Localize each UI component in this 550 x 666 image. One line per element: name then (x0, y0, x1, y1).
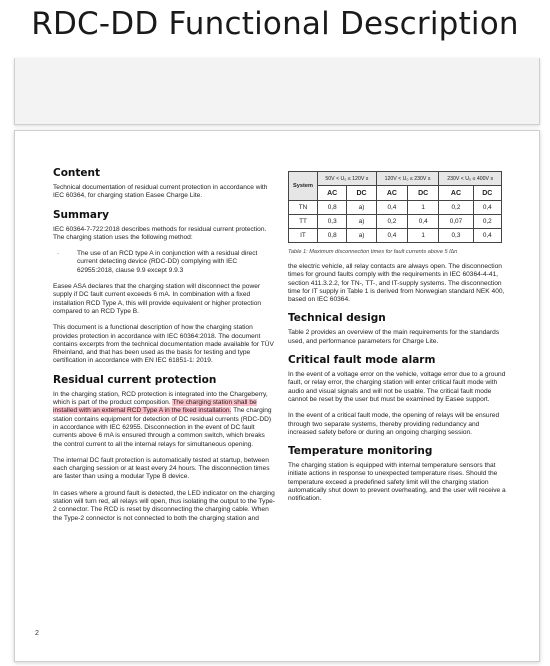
table-cell: 1 (408, 229, 439, 243)
technical-design-heading: Technical design (288, 312, 386, 325)
method-bullet (53, 250, 275, 275)
critical-fault-heading: Critical fault mode alarm (288, 354, 436, 367)
page-number: 2 (35, 630, 39, 637)
table-row (289, 201, 502, 215)
temperature-paragraph: The charging station is equipped with internal temperature sensors that initiate actions in response to unexpected temperature rises. Should the temperature exceed a predefined safety limit will the charging station automatically shut down to prevent overheating, and the user will receive a notification. (288, 462, 506, 503)
rcp-text-before: In the charging station, RCD protection is integrated into the Chargeberry, which is part of the product composition. (53, 390, 268, 407)
table-cell: 0,8 (318, 229, 347, 243)
table-header-cell: System (289, 172, 318, 201)
summary-paragraph: IEC 60364-7-722:2018 describes methods for residual current protection. The charging station uses the following method: (53, 225, 267, 241)
technical-design-paragraph: Table 2 provides an overview of the main requirements for the standards used, and performance parameters for Charge Lite. (288, 329, 500, 345)
table-header-cell: 50V < U₀ ≤ 120V s (318, 172, 377, 186)
table-subheader-cell: DC (408, 186, 439, 201)
table-subheader-cell: AC (439, 186, 473, 201)
table-cell: TT (289, 215, 318, 229)
disconnection-times-table (288, 171, 502, 243)
table-header-row (289, 172, 502, 186)
table-cell: 0,4 (376, 201, 407, 215)
critical-fault-paragraph-1: In the event of a voltage error on the vehicle, voltage error due to a ground fault, or relay error, the charging station will enter critical fault mode with audio and visual signals and will not be usable. The critical fault mode cannot be reset by the user but must be examined by Easee support. (288, 371, 506, 403)
ground-fault-paragraph: In cases where a ground fault is detected, the LED indicator on the charging station will turn red, all relays will open, thus isolating the output to the Type-2 connector. The RCD is reset by disconnecting the charging cable. When the Type-2 connector is not connected to both the charging station and (53, 489, 275, 522)
table-cell: 1 (408, 201, 439, 215)
table-cell: 0,4 (408, 215, 439, 229)
rcp-heading: Residual current protection (53, 373, 217, 386)
highlighted-text: The charging station shall be installed with an external RCD Type A in the fixed installation. (53, 399, 257, 415)
bullet-marker: · (57, 250, 60, 258)
document-description-paragraph: This document is a functional description of how the charging station provides protection in accordance with IEC 60364:2018. The document contains excerpts from the technical documentation made available for TÜV Rheinland, and that has been used as the basis for testing and type certification in accordance with EN IEC 61851-1: 2019. (53, 324, 274, 365)
table-cell: TN (289, 201, 318, 215)
table-subheader-cell: AC (376, 186, 407, 201)
table-row (289, 229, 502, 243)
right-column (288, 171, 508, 512)
table-caption: Table 1: Maximum disconnection times for fault currents above 5 I∆n (288, 249, 458, 255)
temperature-heading: Temperature monitoring (288, 445, 433, 458)
table-cell: IT (289, 229, 318, 243)
previous-page-edge (14, 58, 540, 125)
bullet-text: The use of an RCD type A in conjunction with a residual direct current detecting device (RDC-DD) complying with IEC 62955:2018, clause 9.9 except 9.9.3 (77, 250, 258, 274)
easee-declaration-paragraph: Easee ASA declares that the charging station will disconnect the power supply if DC fault current exceeds 6 mA. In combination with a fixed installation RCD Type A, this will provide equivalent or higher protection compared to an RCD Type B. (53, 283, 262, 315)
table-cell: a) (347, 215, 376, 229)
table-subheader-row (289, 186, 502, 201)
document-title: RDC-DD Functional Description (31, 6, 519, 42)
content-paragraph: Technical documentation of residual current protection in accordance with IEC 60364, for charging station Easee Charge Lite. (53, 184, 268, 200)
internal-test-paragraph: The internal DC fault protection is automatically tested at startup, between each charging session or at least every 24 hours. The disconnection times are faster than using a modular Type B device. (53, 456, 270, 481)
table-cell: 0,8 (318, 201, 347, 215)
table-cell: 0,2 (473, 215, 501, 229)
table-cell: a) (347, 201, 376, 215)
table-cell: a) (347, 229, 376, 243)
table-subheader-cell: DC (347, 186, 376, 201)
rcp-text-after: The charging station contains equipment for detection of DC residual currents (RDC-DD) in accordance with IEC 62955. Disconnection in the event of DC fault currents above 6 mA is ensured through a common switch, which breaks the control current to all the internal relays for simultaneous opening. (53, 407, 272, 448)
critical-fault-paragraph-2: In the event of a critical fault mode, the opening of relays will be ensured through two separate systems, thereby providing redundancy and increased safety before or during an ongoing charging session. (288, 412, 500, 436)
summary-heading: Summary (53, 208, 110, 221)
table-row (289, 215, 502, 229)
table-cell: 0,07 (439, 215, 473, 229)
table-subheader-cell: DC (473, 186, 501, 201)
left-column (53, 167, 275, 531)
content-heading: Content (53, 167, 101, 179)
table-cell: 0,3 (439, 229, 473, 243)
table-subheader-cell: AC (318, 186, 347, 201)
table-cell: 0,2 (376, 215, 407, 229)
table-header-cell: 120V < U₀ ≤ 230V s (376, 172, 439, 186)
table-cell: 0,3 (318, 215, 347, 229)
table-cell: 0,2 (439, 201, 473, 215)
table-cell: 0,4 (376, 229, 407, 243)
table-cell: 0,4 (473, 201, 501, 215)
relay-paragraph: the electric vehicle, all relay contacts are always open. The disconnection times for ground faults comply with the requirements in IEC 60364-4-41, section 411.3.2.2, for TN-, TT-, and IT-supply systems. The disconnection time for IT supply in Table 1 is derived from Norwegian standard NEK 400, based on IEC 60364. (288, 263, 505, 304)
rcp-paragraph (53, 391, 275, 449)
table-cell: 0,4 (473, 229, 501, 243)
table-header-cell: 230V < U₀ ≤ 400V s (439, 172, 502, 186)
document-page (14, 130, 540, 662)
